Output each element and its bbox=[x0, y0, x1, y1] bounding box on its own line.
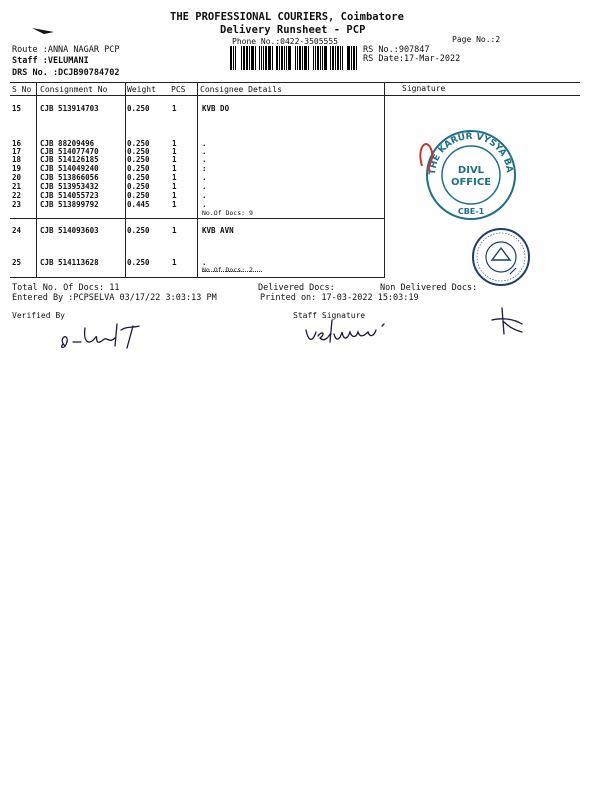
table-row bbox=[12, 200, 382, 209]
row-consignee: . bbox=[202, 139, 207, 148]
row-pcs: 1 bbox=[172, 173, 177, 182]
total-docs: Total No. Of Docs: 11 bbox=[12, 283, 120, 293]
row-consignment: CJB 88209496 bbox=[40, 139, 95, 148]
row-consignment: CJB 513914703 bbox=[40, 104, 99, 113]
header-weight: Weight bbox=[127, 85, 156, 94]
staff-signature bbox=[300, 316, 400, 350]
row-consignee: . bbox=[202, 173, 207, 182]
row-sno: 16 bbox=[12, 139, 22, 148]
stamp-bottom-text: CBE-1 bbox=[457, 207, 485, 216]
table-row bbox=[12, 173, 382, 182]
header-sno: S No bbox=[12, 85, 32, 94]
table-row bbox=[12, 191, 382, 200]
row-sno: 17 bbox=[12, 147, 22, 156]
bank-seal bbox=[470, 226, 532, 288]
row-consignment: CJB 514077470 bbox=[40, 147, 99, 156]
staff-label: Staff :VELUMANI bbox=[12, 56, 89, 66]
rs-date: RS Date:17-Mar-2022 bbox=[363, 54, 461, 64]
company-title: THE PROFESSIONAL COURIERS, Coimbatore bbox=[170, 11, 404, 23]
row-sno: 15 bbox=[12, 104, 22, 113]
row-sno: 19 bbox=[12, 164, 22, 173]
row-consignment: CJB 513899792 bbox=[40, 200, 99, 209]
row-pcs: 1 bbox=[172, 104, 177, 113]
row-consignee: . bbox=[202, 191, 207, 200]
table-row bbox=[12, 182, 382, 191]
delivered-docs: Delivered Docs: bbox=[258, 283, 335, 293]
row-consignment: CJB 514093603 bbox=[40, 226, 99, 235]
row-sno: 21 bbox=[12, 182, 22, 191]
row-consignment: CJB 513953432 bbox=[40, 182, 99, 191]
stamp-center-line2: OFFICE bbox=[450, 177, 492, 188]
verified-by-label: Verified By bbox=[12, 311, 65, 320]
row-weight: 0.250 bbox=[127, 258, 150, 267]
table-top-rule bbox=[10, 82, 580, 83]
barcode bbox=[230, 46, 358, 70]
row-weight: 0.250 bbox=[127, 182, 150, 191]
row-consignment: CJB 514113628 bbox=[40, 258, 99, 267]
route-label: Route :ANNA NAGAR PCP bbox=[12, 45, 120, 55]
row-consignee: KVB AVN bbox=[202, 226, 234, 235]
delivery-signature bbox=[488, 306, 528, 336]
row-consignment: CJB 514049240 bbox=[40, 164, 99, 173]
row-weight: 0.250 bbox=[127, 155, 150, 164]
row-consignment: CJB 513866056 bbox=[40, 173, 99, 182]
row-weight: 0.445 bbox=[127, 200, 150, 209]
row-consignee: : bbox=[202, 164, 207, 173]
row-pcs: 1 bbox=[172, 226, 177, 235]
table-bottom-rule bbox=[10, 277, 385, 278]
table-row bbox=[12, 155, 382, 164]
row-pcs: 1 bbox=[172, 147, 177, 156]
row-pcs: 1 bbox=[172, 139, 177, 148]
table-header-rule bbox=[10, 95, 580, 96]
row-weight: 0.250 bbox=[127, 173, 150, 182]
row-sno: 23 bbox=[12, 200, 22, 209]
dotted-line bbox=[202, 271, 262, 272]
printed-on: Printed on: 17-03-2022 15:03:19 bbox=[260, 293, 419, 303]
header-signature: Signature bbox=[402, 84, 446, 93]
header-consignee: Consignee Details bbox=[200, 85, 282, 94]
row-pcs: 1 bbox=[172, 164, 177, 173]
row-pcs: 1 bbox=[172, 191, 177, 200]
phone-number: Phone No.:0422-3505555 bbox=[232, 37, 338, 46]
group-doc-count: No.Of Docs: 2 bbox=[202, 266, 253, 274]
runsheet-title: Delivery Runsheet - PCP bbox=[220, 24, 366, 36]
row-sno: 20 bbox=[12, 173, 22, 182]
bank-office-stamp bbox=[408, 126, 534, 224]
table-row bbox=[12, 104, 382, 113]
row-sno: 18 bbox=[12, 155, 22, 164]
header-pcs: PCS bbox=[171, 85, 186, 94]
row-consignee: . bbox=[202, 147, 207, 156]
row-weight: 0.250 bbox=[127, 164, 150, 173]
row-consignee: . bbox=[202, 182, 207, 191]
table-row bbox=[12, 164, 382, 173]
row-sno: 25 bbox=[12, 258, 22, 267]
row-pcs: 1 bbox=[172, 200, 177, 209]
row-weight: 0.250 bbox=[127, 147, 150, 156]
row-pcs: 1 bbox=[172, 155, 177, 164]
page-number: Page No.:2 bbox=[452, 35, 501, 44]
row-consignment: CJB 514055723 bbox=[40, 191, 99, 200]
table-row bbox=[12, 226, 382, 235]
row-consignment: CJB 514126185 bbox=[40, 155, 99, 164]
row-consignee: . bbox=[202, 258, 207, 267]
staff-signature-label: Staff Signature bbox=[293, 311, 366, 320]
row-weight: 0.250 bbox=[127, 226, 150, 235]
row-sno: 22 bbox=[12, 191, 22, 200]
verified-by-signature bbox=[55, 318, 165, 354]
stamp-center-line1: DIVL bbox=[457, 165, 485, 176]
row-pcs: 1 bbox=[172, 258, 177, 267]
header-consignment: Consignment No bbox=[40, 85, 108, 94]
row-weight: 0.250 bbox=[127, 191, 150, 200]
group-doc-count: No.Of Docs: 9 bbox=[202, 209, 253, 217]
table-row bbox=[12, 258, 382, 267]
logo-mark bbox=[30, 24, 56, 36]
row-weight: 0.250 bbox=[127, 104, 150, 113]
rs-number: RS No.:907847 bbox=[363, 45, 430, 55]
row-consignee: KVB DO bbox=[202, 104, 230, 113]
row-consignee: . bbox=[202, 200, 207, 209]
row-weight: 0.250 bbox=[127, 139, 150, 148]
row-sno: 24 bbox=[12, 226, 22, 235]
col-divider bbox=[384, 82, 385, 277]
stamp-ring-text: THE KARUR VYSYA BA bbox=[427, 131, 515, 176]
entered-by: Entered By :PCPSELVA 03/17/22 3:03:13 PM bbox=[12, 293, 217, 303]
non-delivered-docs: Non Delivered Docs: bbox=[380, 283, 478, 293]
drs-number: DRS No. :DCJB90784702 bbox=[12, 68, 120, 78]
row-pcs: 1 bbox=[172, 182, 177, 191]
row-consignee: . bbox=[202, 155, 207, 164]
